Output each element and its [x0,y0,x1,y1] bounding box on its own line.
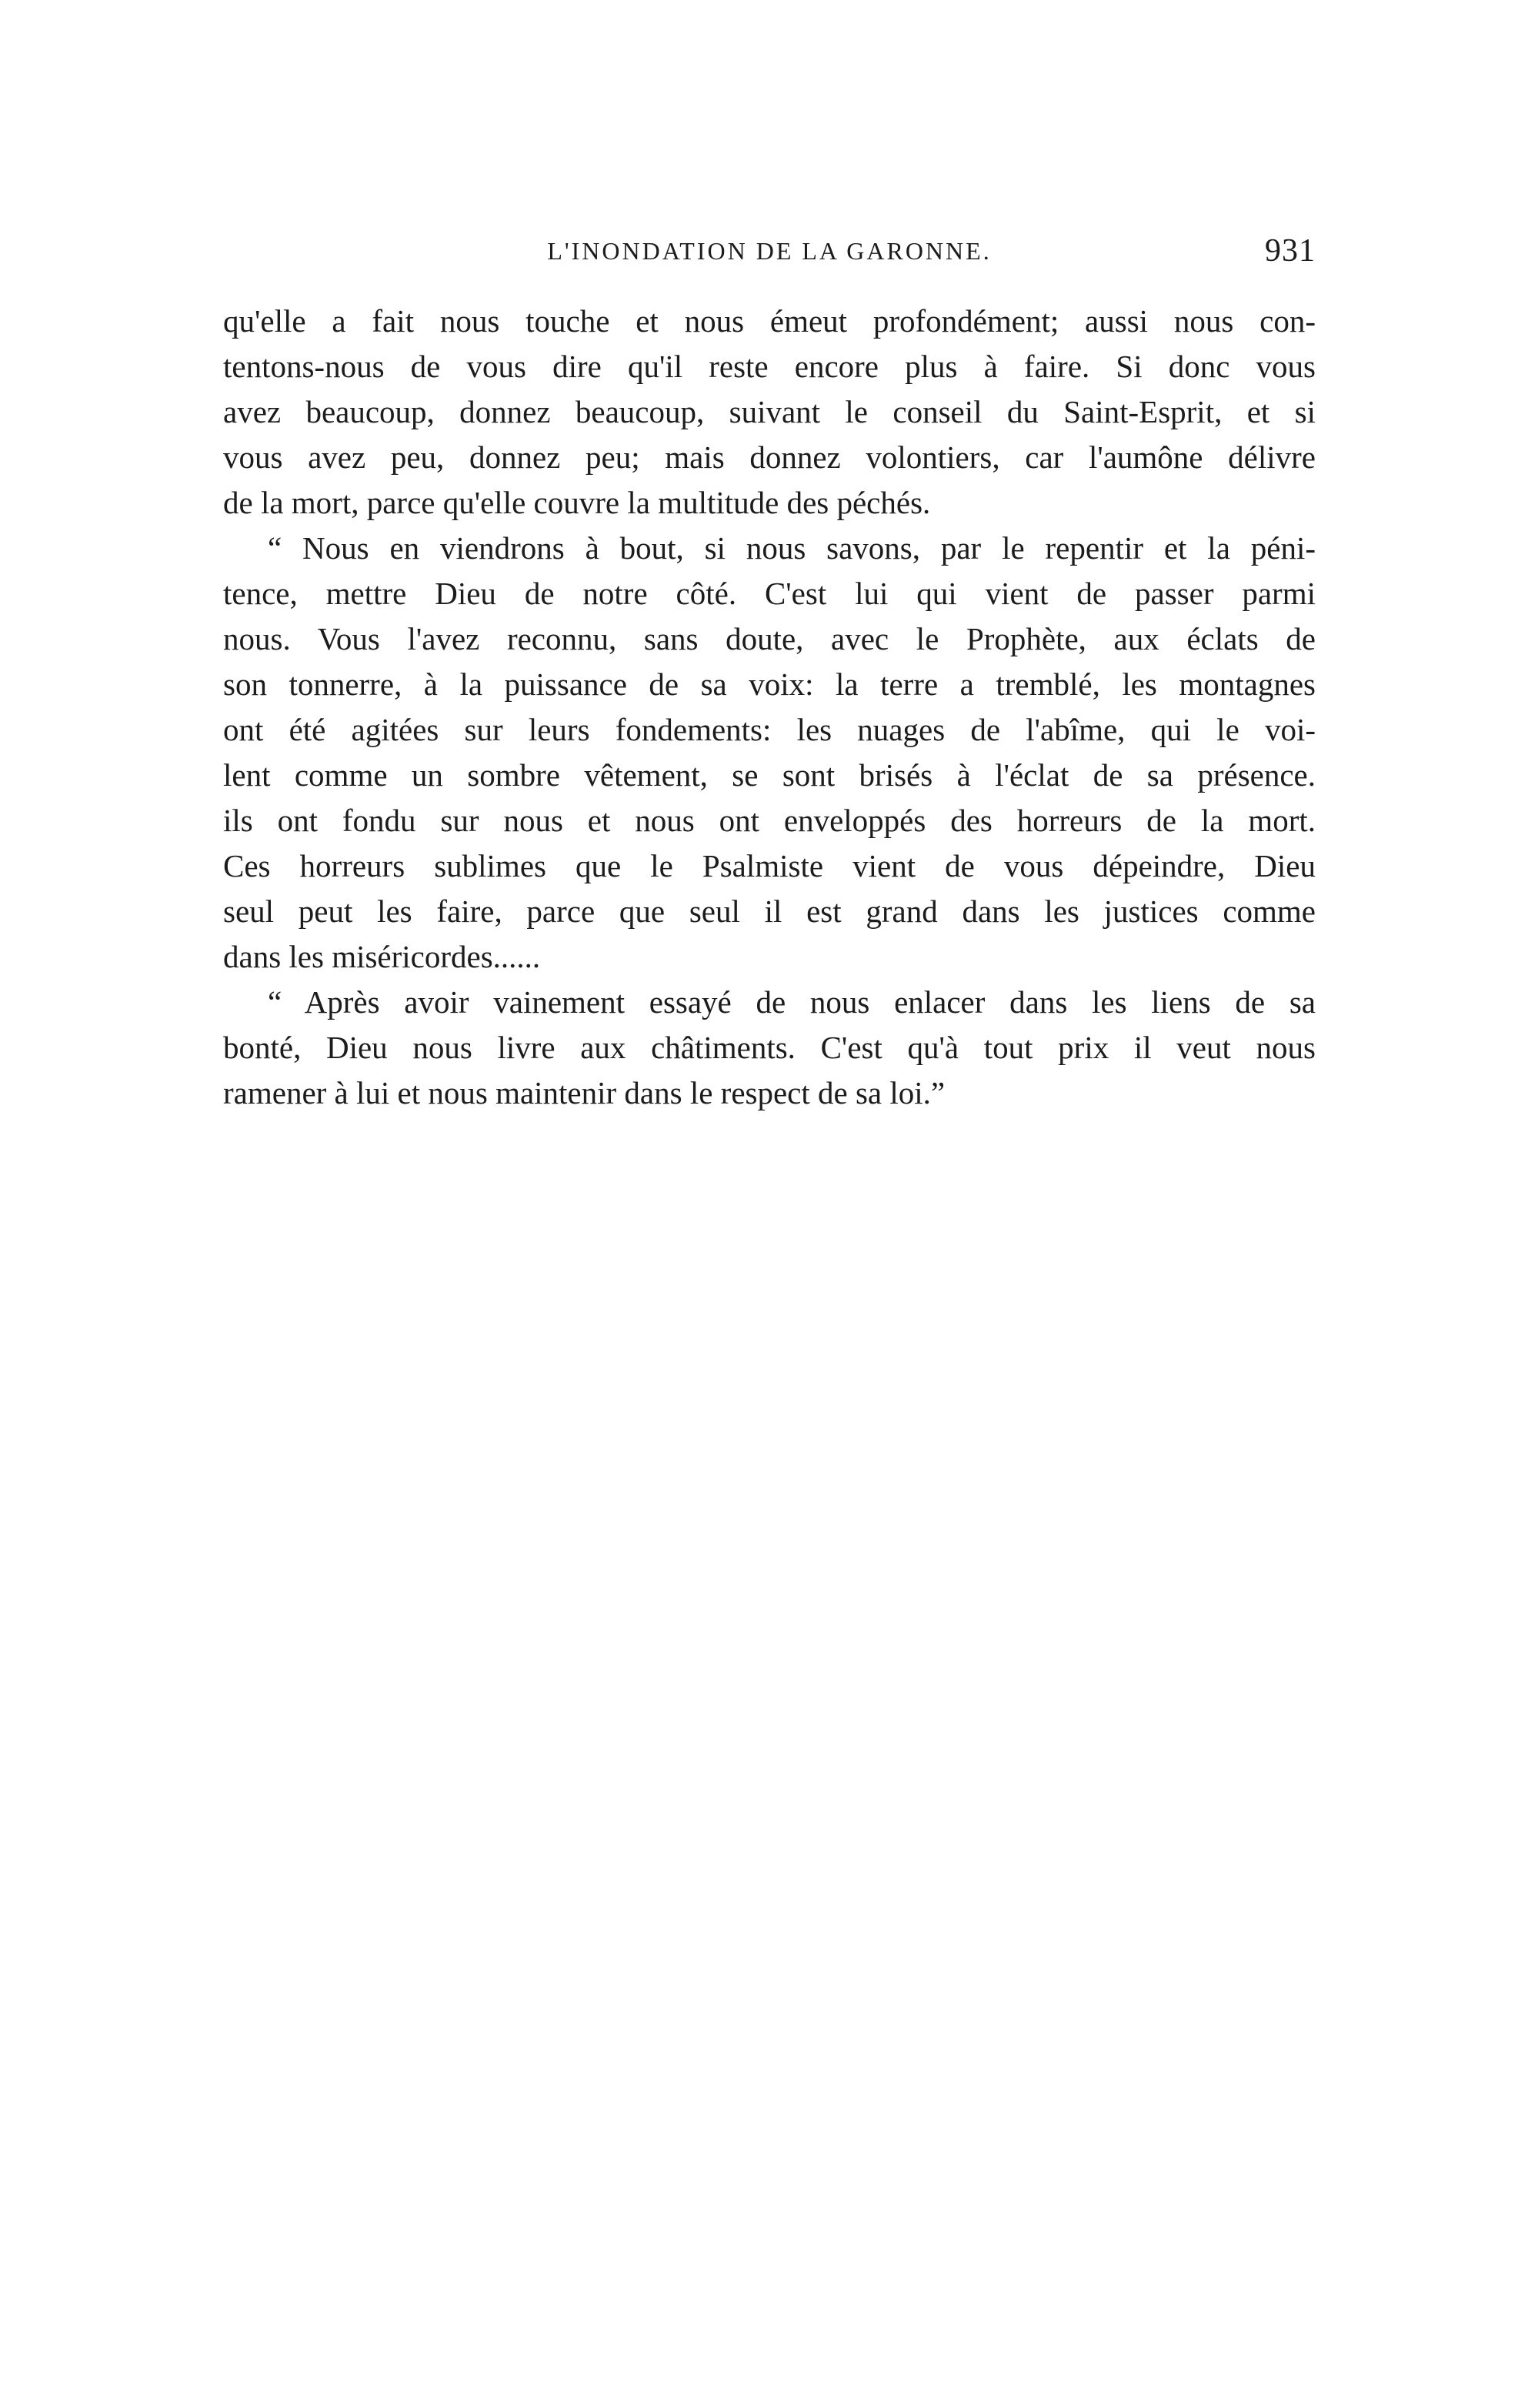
text-line: ramener à lui et nous maintenir dans le respect de sa loi.” [223,1075,946,1110]
body-text [223,299,1316,1116]
text-line: qu'elle a fait nous touche et nous émeut profondément; aussi nous con- [223,303,1316,339]
text-line: ils ont fondu sur nous et nous ont enveloppés des horreurs de la mort. [223,803,1316,838]
text-line: de la mort, parce qu'elle couvre la multitude des péchés. [223,485,931,520]
text-line: son tonnerre, à la puissance de sa voix: la terre a tremblé, les montagnes [223,666,1316,702]
text-line: seul peut les faire, parce que seul il est grand dans les justices comme [223,893,1316,929]
page-number: 931 [1265,233,1316,269]
text-line: bonté, Dieu nous livre aux châtiments. C'est qu'à tout prix il veut nous [223,1030,1316,1065]
text-line: lent comme un sombre vêtement, se sont brisés à l'éclat de sa présence. [223,757,1316,793]
text-line: tentons-nous de vous dire qu'il reste encore plus à faire. Si donc vous [223,349,1316,384]
running-head [223,233,1316,276]
paragraph-start-line: “ Après avoir vainement essayé de nous enlacer dans les liens de sa [268,984,1316,1020]
text-line: nous. Vous l'avez reconnu, sans doute, avec le Prophète, aux éclats de [223,621,1316,656]
text-line: Ces horreurs sublimes que le Psalmiste vient de vous dépeindre, Dieu [223,848,1316,883]
text-line: dans les miséricordes...... [223,939,541,974]
text-line: vous avez peu, donnez peu; mais donnez volontiers, car l'aumône délivre [223,439,1316,475]
text-line: tence, mettre Dieu de notre côté. C'est lui qui vient de passer parmi [223,576,1316,611]
text-line: ont été agitées sur leurs fondements: les nuages de l'abîme, qui le voi- [223,712,1316,747]
running-title: L'INONDATION DE LA GARONNE. [547,237,992,265]
paragraph-start-line: “ Nous en viendrons à bout, si nous savons, par le repentir et la péni- [268,530,1316,566]
text-line: avez beaucoup, donnez beaucoup, suivant le conseil du Saint-Esprit, et si [223,394,1316,429]
